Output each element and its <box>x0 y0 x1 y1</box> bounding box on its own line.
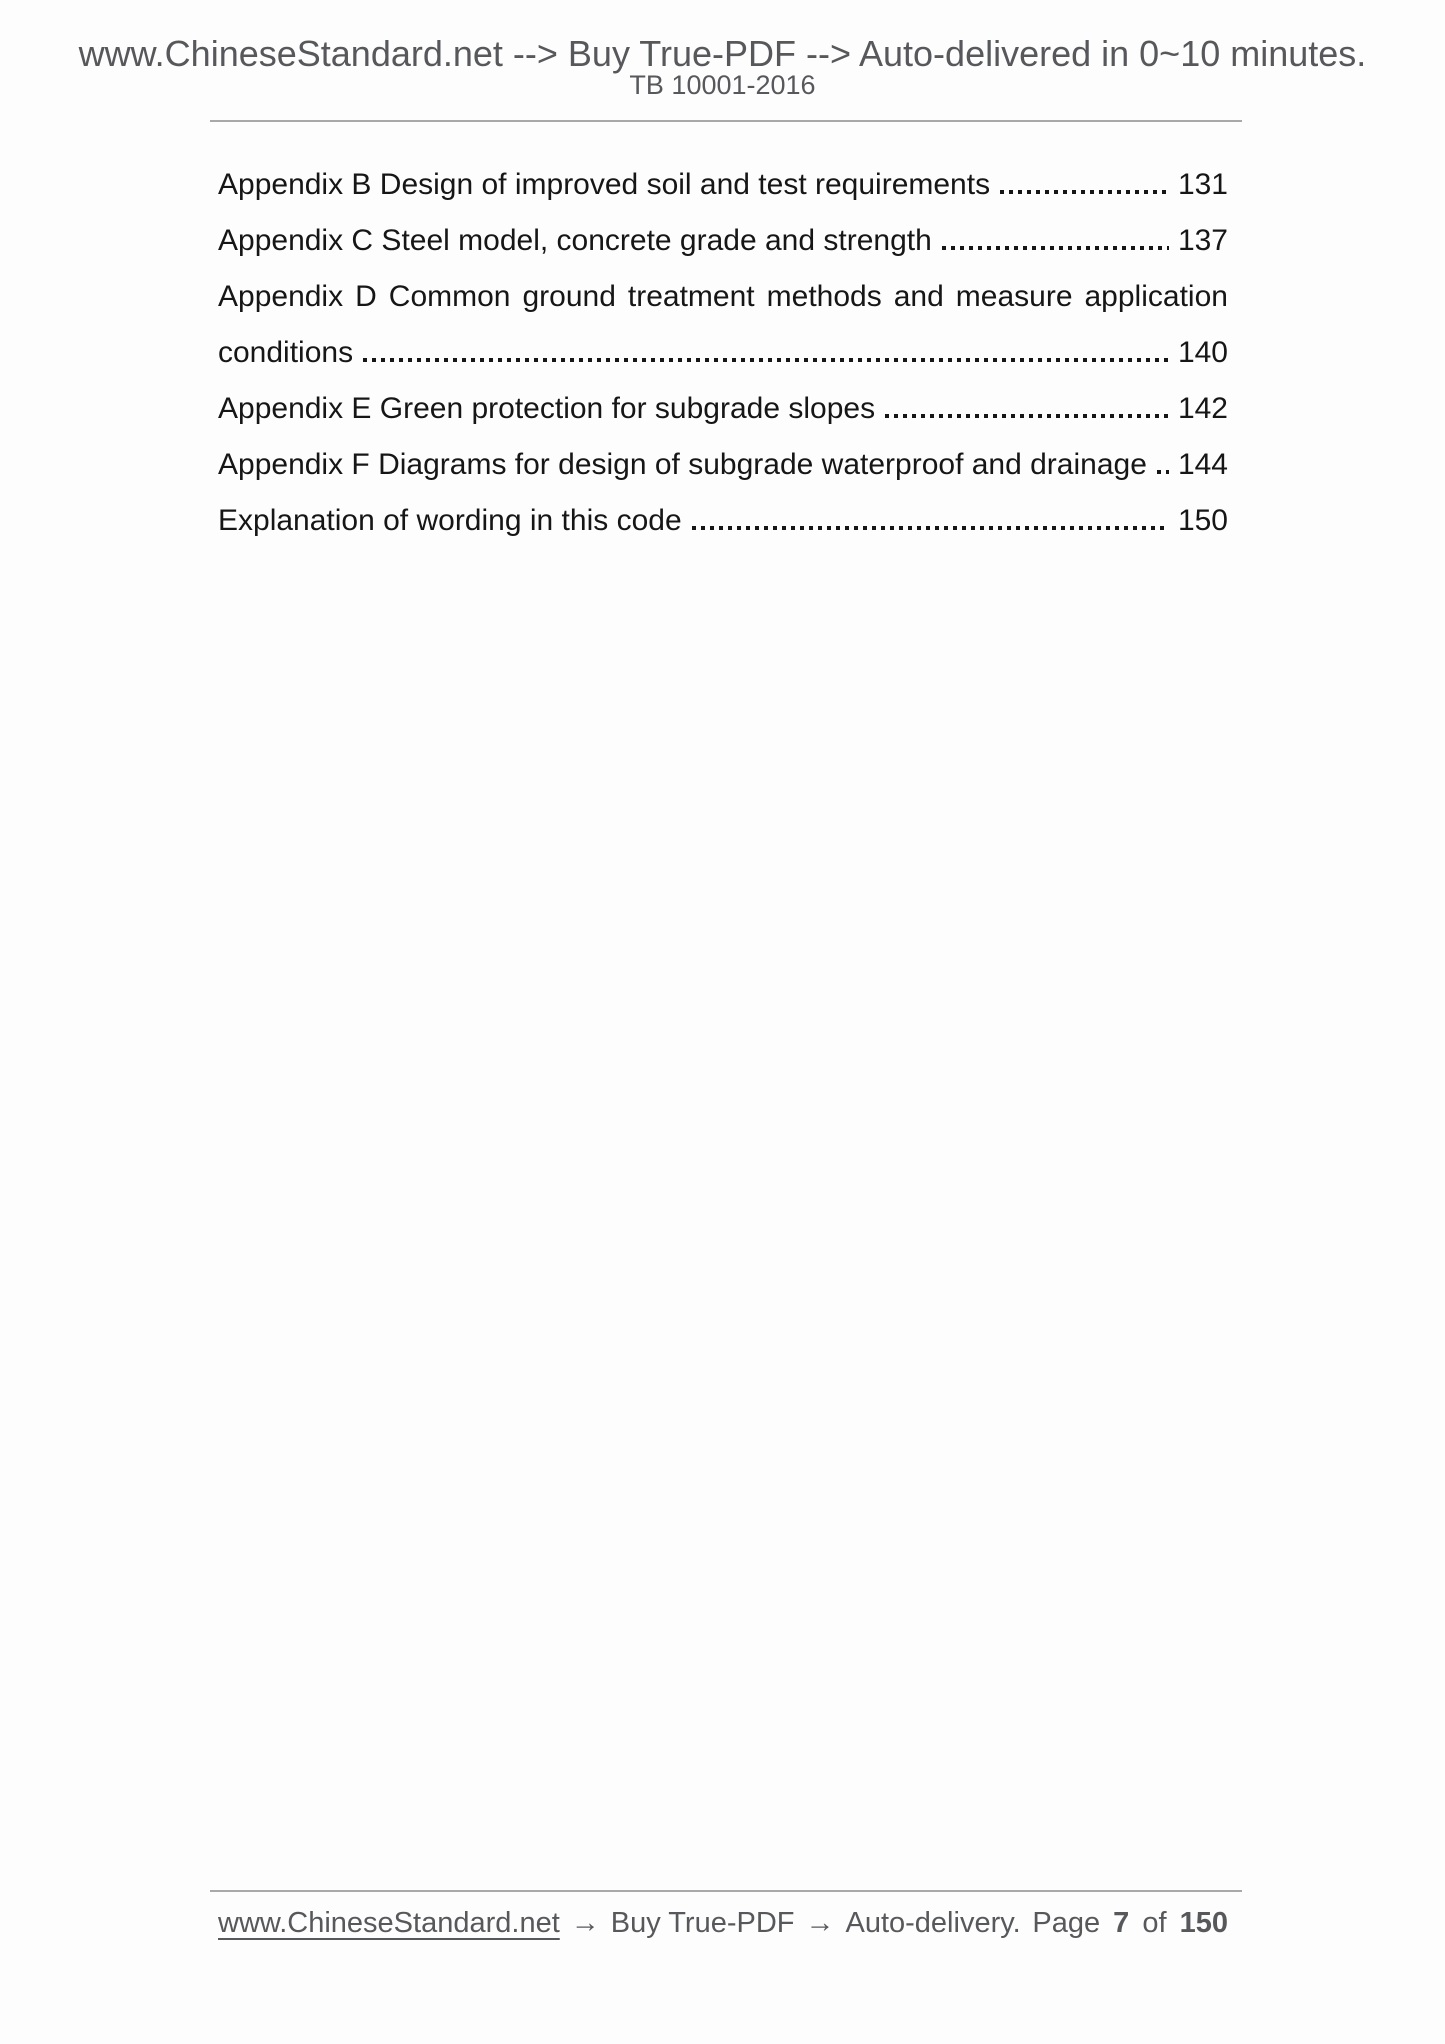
page-current: 7 <box>1113 1907 1130 1939</box>
toc-entry-page: 150 <box>1177 504 1228 537</box>
footer-page-indicator <box>1032 1907 1228 1940</box>
toc-entry-appendix-e <box>218 381 1228 437</box>
toc-entry-page: 144 <box>1177 448 1228 481</box>
toc-entry-explanation <box>218 493 1228 549</box>
toc-entry-appendix-c <box>218 213 1228 269</box>
dot-leader <box>1157 470 1169 474</box>
toc-entry-title: Appendix F Diagrams for design of subgrade waterproof and drainage <box>218 448 1147 481</box>
toc-entry-appendix-d-line2 <box>218 325 1228 381</box>
footer-buy-label: Buy True-PDF <box>610 1907 795 1939</box>
header-tagline: www.ChineseStandard.net --> Buy True-PDF --> Auto-delivered in 0~10 minutes. <box>78 33 1367 74</box>
of-label: of <box>1142 1907 1167 1939</box>
toc-entry-page: 140 <box>1177 336 1228 369</box>
page-label: Page <box>1032 1907 1101 1939</box>
footer-divider <box>210 1890 1242 1892</box>
page-footer <box>218 1907 1228 1940</box>
dot-leader <box>942 246 1169 250</box>
dot-leader <box>692 526 1169 530</box>
header-divider <box>210 120 1242 122</box>
dot-leader <box>885 414 1169 418</box>
footer-delivery-label: Auto-delivery. <box>845 1907 1021 1939</box>
right-arrow-icon: → <box>570 1907 600 1939</box>
dot-leader <box>1000 190 1169 194</box>
toc-entry-appendix-d-line1: Appendix D Common ground treatment methods and measure application <box>218 280 1228 313</box>
toc-entry-title: Appendix C Steel model, concrete grade and strength <box>218 224 932 257</box>
footer-left <box>218 1907 1021 1940</box>
header-doc-code: TB 10001-2016 <box>629 70 816 100</box>
toc-entry-page: 137 <box>1177 224 1228 257</box>
right-arrow-icon: → <box>805 1907 835 1939</box>
toc-entry-title: Explanation of wording in this code <box>218 504 682 537</box>
page-total: 150 <box>1179 1907 1228 1939</box>
toc-entry-title: conditions <box>218 336 354 369</box>
toc-entry-page: 142 <box>1177 392 1228 425</box>
toc-entry-appendix-b <box>218 157 1228 213</box>
toc-entry-page: 131 <box>1177 168 1228 201</box>
toc-entry-appendix-f <box>218 437 1228 493</box>
dot-leader <box>363 358 1169 362</box>
toc-entry-title: Appendix E Green protection for subgrade slopes <box>218 392 876 425</box>
footer-site-link[interactable]: www.ChineseStandard.net <box>218 1907 560 1939</box>
toc-entry-title: Appendix B Design of improved soil and test requirements <box>218 168 991 201</box>
table-of-contents <box>218 157 1228 549</box>
